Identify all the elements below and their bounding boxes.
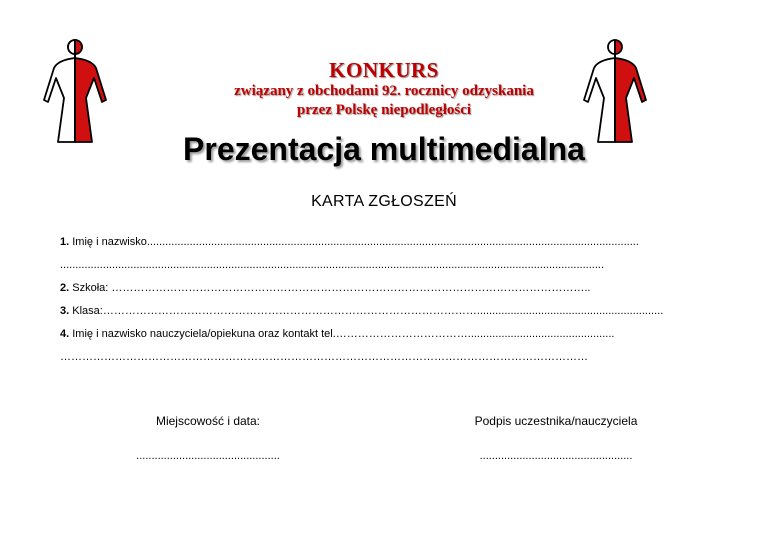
field-number: 4. — [60, 328, 70, 340]
signature-label: Podpis uczestnika/nauczyciela — [474, 414, 638, 428]
field-label: Szkoła: — [69, 282, 112, 294]
field-label: Imię i nazwisko — [69, 236, 147, 248]
field-fill-line: …………………………………………………………………………………………............................................................. — [102, 305, 664, 317]
field-fill-line: ................................................................................................................................................................. — [146, 236, 639, 248]
field-fill-line: ……………………………………………………………………………………………………………………………… — [60, 351, 588, 363]
field-teacher[interactable] — [60, 328, 722, 340]
field-class[interactable] — [60, 305, 722, 317]
field-label: Imię i nazwisko nauczyciela/opiekuna oraz kontakt tel. — [69, 328, 336, 340]
place-date-label: Miejscowość i data: — [155, 414, 261, 428]
field-number: 2. — [60, 282, 70, 294]
contest-label: KONKURS — [329, 58, 439, 82]
field-label: Klasa: — [69, 305, 103, 317]
field-name-continuation[interactable] — [60, 259, 722, 271]
place-date-line[interactable]: ............................................... — [136, 450, 280, 462]
field-fill-line: ………………………………................................................ — [335, 328, 615, 340]
field-fill-line: .................................................................................................................................................................................. — [60, 259, 604, 271]
field-school[interactable] — [60, 282, 722, 294]
contest-subtitle-line-1: związany z obchodami 92. rocznicy odzyskania — [234, 83, 534, 99]
field-teacher-continuation[interactable] — [60, 351, 722, 363]
field-number: 1. — [60, 236, 70, 248]
form-heading: KARTA ZGŁOSZEŃ — [311, 193, 457, 210]
contest-subtitle-line-2: przez Polskę niepodległości — [296, 102, 472, 118]
page-title: Prezentacja multimedialna — [183, 131, 585, 167]
application-form — [60, 236, 722, 374]
place-date-block — [118, 414, 298, 462]
signature-block — [456, 414, 656, 462]
contest-header — [0, 58, 768, 120]
signature-line[interactable]: .................................................. — [479, 450, 633, 462]
field-name[interactable] — [60, 236, 722, 248]
field-number: 3. — [60, 305, 70, 317]
field-fill-line: ………………………………………………………………………………………………………………….. — [111, 282, 591, 294]
